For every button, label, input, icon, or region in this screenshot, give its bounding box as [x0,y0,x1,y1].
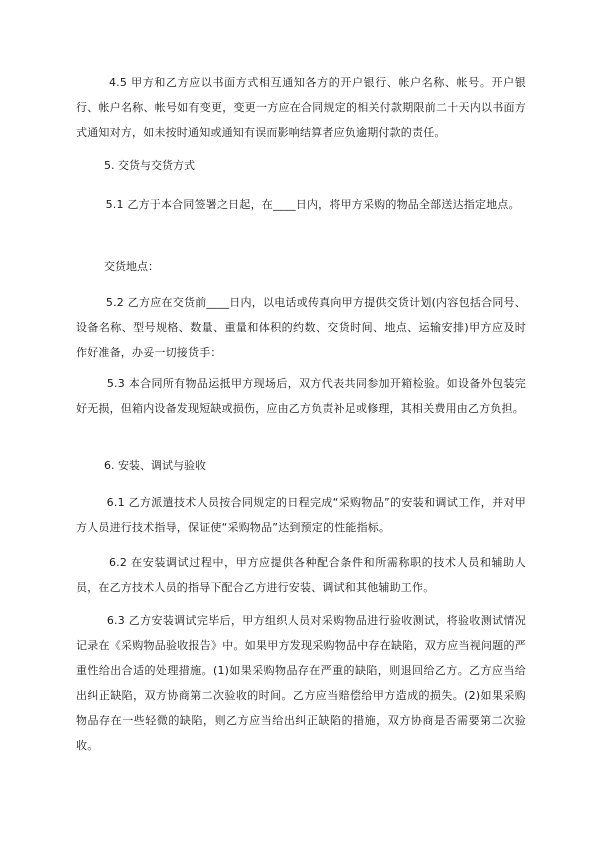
section-heading-6: 6. 安装、调试与验收 [104,459,206,472]
section-heading-5: 5. 交货与交货方式 [104,159,195,172]
clause-6-2: 6.2 在安装调试过程中，甲方应提供各种配合条件和所需称职的技术人员和辅助人员，在乙方技术人员的指导下配合乙方进行安装、调试和其他辅助工作。 [76,556,526,594]
clause-5-1: 5.1 乙方于本合同签署之日起，在____日内，将甲方采购的物品全部送达指定地点。 [76,198,520,211]
clause-6-1: 6.1 乙方派遣技术人员按合同规定的日程完成“采购物品”的安装和调试工作，并对甲方人员进行技术指导，保证使“采购物品”达到预定的性能指标。 [76,496,526,534]
clause-5-2: 5.2 乙方应在交货前____日内，以电话或传真向甲方提供交货计划(内容包括合同号、设备名称、型号规格、数量、重量和体积的约数、交货时间、地点、运输安排)甲方应及时作好准备，办妥一切接货手： [76,296,526,359]
clause-5-3: 5.3 本合同所有物品运抵甲方现场后，双方代表共同参加开箱检验。如设备外包装完好无损，但箱内设备发现短缺或损伤，应由乙方负责补足或修理，其相关费用由乙方负担。 [76,377,526,415]
delivery-location-label: 交货地点： [104,260,159,273]
clause-4-5: 4.5 甲方和乙方应以书面方式相互通知各方的开户银行、帐户名称、帐号。开户银行、帐户名称、帐号如有变更，变更一方应在合同规定的相关付款期限前二十天内以书面方式通知对方，如未按时通知或通知有误而影响结算者应负逾期付款的责任。 [76,76,526,139]
clause-6-3: 6.3 乙方安装调试完毕后，甲方组织人员对采购物品进行验收测试，将验收测试情况记录在《采购物品验收报告》中。如果甲方发现采购物品中存在缺陷，双方应当视问题的严重性给出合适的处理措施。(1)如果采购物品存在严重的缺陷，则退回给乙方。乙方应当给出纠正缺陷，双方协商第二次验收的时间。乙方应当赔偿给甲方造成的损失。(2)如果采购物品存在一些轻微的缺陷，则乙方应当给出纠正缺陷的措施，双方协商是否需要第二次验收。 [76,614,526,752]
